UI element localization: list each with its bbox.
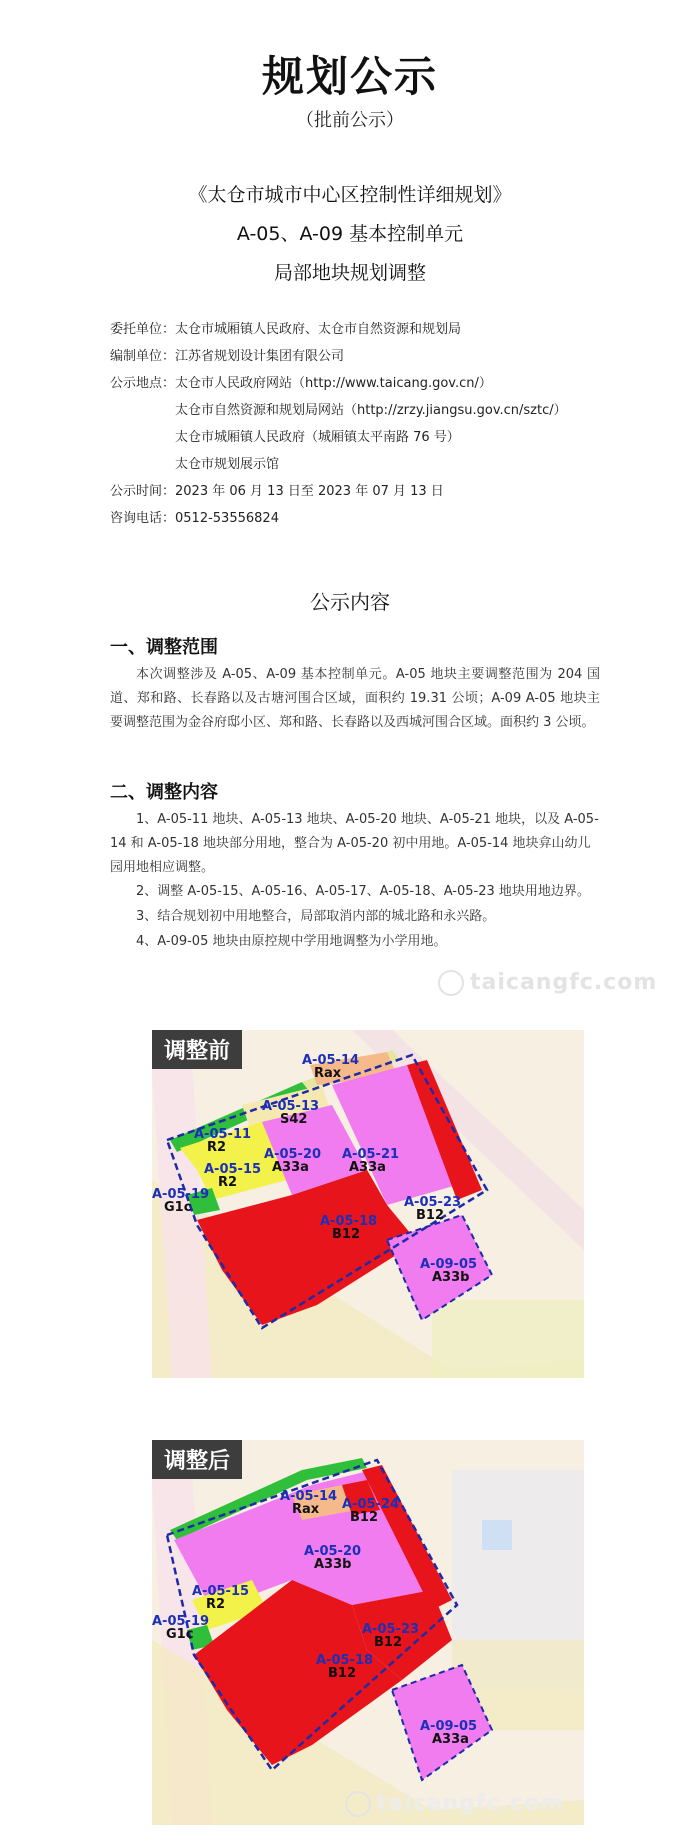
- map-before-label-id: A-05-14: [302, 1053, 360, 1068]
- info-location-3: 太仓市城厢镇人民政府（城厢镇太平南路 76 号）: [175, 430, 460, 445]
- map-after-label-id: A-05-15: [192, 1584, 250, 1599]
- map-after-label-id: A-05-14: [280, 1489, 338, 1504]
- map-after-label-code: G1c: [166, 1627, 194, 1642]
- map-before-label-id: A-09-05: [420, 1257, 478, 1272]
- content-item-2: 2、调整 A-05-15、A-05-16、A-05-17、A-05-18、A-05-23 地块用地边界。: [136, 884, 590, 899]
- content-item-3: 3、结合规划初中用地整合，局部取消内部的城北路和永兴路。: [136, 909, 496, 924]
- document-title-line-2: A-05、A-09 基本控制单元: [236, 223, 464, 245]
- map-before-label-code: R2: [218, 1175, 238, 1190]
- map-before-badge: 调整前: [152, 1030, 242, 1069]
- map-before-label-code: A33a: [349, 1160, 386, 1175]
- info-location-4: 太仓市规划展示馆: [175, 457, 280, 472]
- info-time: [110, 480, 444, 499]
- section-title: 公示内容: [310, 590, 390, 614]
- map-watermark: [345, 1791, 564, 1817]
- map-before-label-code: B12: [332, 1227, 360, 1242]
- map-before: [152, 1030, 584, 1378]
- map-after-label-code: A33b: [314, 1557, 352, 1572]
- map-after-label-id: A-09-05: [420, 1719, 478, 1734]
- map-before-label-code: B12: [416, 1208, 444, 1223]
- info-client: [110, 318, 461, 337]
- map-before-label-code: A33a: [272, 1160, 309, 1175]
- heading-content: 二、调整内容: [110, 782, 218, 803]
- map-after-label-code: A33a: [432, 1732, 469, 1747]
- watermark: [438, 970, 657, 996]
- info-location: [110, 372, 492, 391]
- map-after-label-code: R2: [206, 1597, 226, 1612]
- map-before-label-id: A-05-20: [264, 1147, 322, 1162]
- watermark-text: taicangfc.com: [470, 970, 658, 995]
- content-item-4: 4、A-09-05 地块由原控规中学用地调整为小学用地。: [136, 934, 447, 949]
- map-after-label-code: B12: [350, 1510, 378, 1525]
- info-phone-value: 0512-53556824: [175, 511, 279, 526]
- map-after-label-id: A-05-24: [342, 1497, 400, 1512]
- info-location-2: 太仓市自然资源和规划局网站（http://zrzy.jiangsu.gov.cn/sztc/）: [175, 403, 567, 418]
- map-after-graphic: [152, 1440, 584, 1825]
- info-phone-label: 咨询电话：: [110, 511, 176, 526]
- info-client-value: 太仓市城厢镇人民政府、太仓市自然资源和规划局: [175, 322, 462, 337]
- info-time-label: 公示时间：: [110, 484, 176, 499]
- map-watermark-logo-icon: [345, 1791, 371, 1817]
- map-after-badge: 调整后: [152, 1440, 242, 1479]
- map-after-label-code: B12: [374, 1635, 402, 1650]
- info-client-label: 委托单位：: [110, 322, 176, 337]
- watermark-logo-icon: [438, 970, 464, 996]
- heading-scope: 一、调整范围: [110, 637, 218, 658]
- info-designer-value: 江苏省规划设计集团有限公司: [175, 349, 345, 364]
- map-after-label-id: A-05-23: [362, 1622, 420, 1637]
- map-after-label-id: A-05-20: [304, 1544, 362, 1559]
- map-before-label-id: A-05-23: [404, 1195, 462, 1210]
- info-location-1: 太仓市人民政府网站（http://www.taicang.gov.cn/）: [175, 376, 492, 391]
- map-before-label-id: A-05-11: [194, 1127, 252, 1142]
- map-before-label-id: A-05-15: [204, 1162, 262, 1177]
- paragraph-scope: 本次调整涉及 A-05、A-09 基本控制单元。A-05 地块主要调整范围为 204 国道、郑和路、长春路以及古塘河围合区域，面积约 19.31 公顷；A-09 A-05 地块主要调整范围为金谷府邸小区、郑和路、长春路以及西城河围合区域。面积约 3 公顷。: [110, 667, 600, 730]
- document-title-line-1: 《太仓市城市中心区控制性详细规划》: [188, 184, 512, 206]
- map-before-label-id: A-05-19: [152, 1187, 210, 1202]
- info-time-value: 2023 年 06 月 13 日至 2023 年 07 月 13 日: [175, 484, 444, 499]
- info-phone: [110, 507, 279, 526]
- page-title: 规划公示: [261, 52, 438, 101]
- map-before-graphic: [152, 1030, 584, 1378]
- map-before-label-id: A-05-18: [320, 1214, 378, 1229]
- map-before-label-id: A-05-21: [342, 1147, 400, 1162]
- info-designer: [110, 345, 344, 364]
- map-after-label-id: A-05-19: [152, 1614, 210, 1629]
- page-subtitle: （批前公示）: [296, 110, 404, 131]
- map-before-label-code: G1c: [164, 1200, 192, 1215]
- map-before-label-id: A-05-13: [262, 1099, 320, 1114]
- map-after-label-code: Rax: [292, 1502, 320, 1517]
- map-before-label-code: Rax: [314, 1066, 342, 1081]
- map-after-label-code: B12: [328, 1666, 356, 1681]
- map-before-label-code: A33b: [432, 1270, 470, 1285]
- map-before-label-code: R2: [207, 1140, 227, 1155]
- info-location-label: 公示地点：: [110, 376, 176, 391]
- document-title-line-3: 局部地块规划调整: [273, 262, 426, 284]
- map-before-label-code: S42: [280, 1112, 308, 1127]
- content-item-1: 1、A-05-11 地块、A-05-13 地块、A-05-20 地块、A-05-21 地块，以及 A-05-14 和 A-05-18 地块部分用地，整合为 A-05-20 初中用地。A-05-14 地块弇山幼儿园用地相应调整。: [110, 812, 599, 875]
- map-after: [152, 1440, 584, 1825]
- map-watermark-text: taicangfc.com: [376, 1791, 564, 1816]
- map-after-label-id: A-05-18: [316, 1653, 374, 1668]
- info-designer-label: 编制单位：: [110, 349, 176, 364]
